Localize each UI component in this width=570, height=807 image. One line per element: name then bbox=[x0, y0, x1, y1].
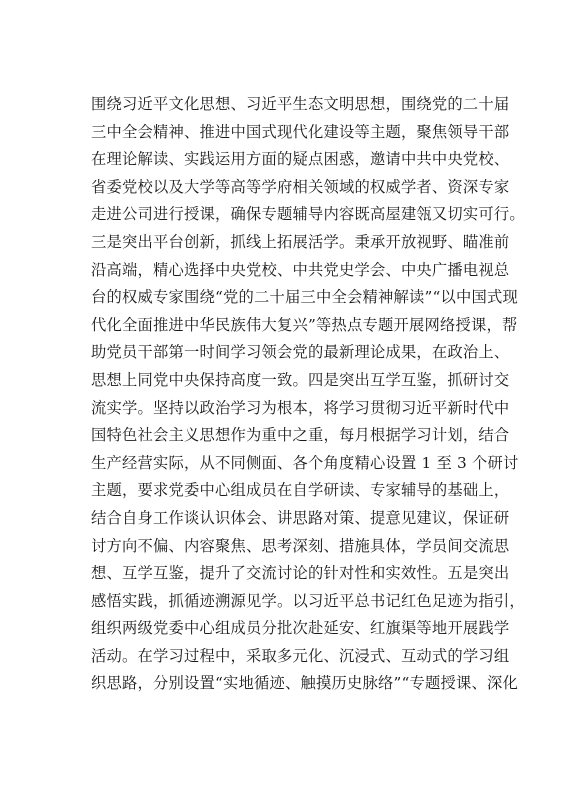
text-line: 织思路，分别设置“实地循迹、触摸历史脉络”“专题授课、深化 bbox=[91, 674, 518, 693]
text-line: 生产经营实际，从不同侧面、各个角度精心设置 1 至 3 个研讨 bbox=[91, 453, 519, 472]
text-line: 主题，要求党委中心组成员在自学研读、专家辅导的基础上， bbox=[91, 481, 510, 500]
text-line: 沿高端，精心选择中央党校、中共党史学会、中央广播电视总 bbox=[91, 260, 510, 279]
text-line: 感悟实践，抓循迹溯源见学。以习近平总书记红色足迹为指引， bbox=[91, 591, 525, 610]
text-line: 在理论解读、实践运用方面的疑点困惑，邀请中共中央党校、 bbox=[91, 150, 510, 169]
body-text bbox=[91, 91, 525, 698]
text-line: 代化全面推进中华民族伟大复兴”等热点专题开展网络授课，帮 bbox=[91, 315, 518, 334]
text-line: 思想上同党中央保持高度一致。四是突出互学互鉴，抓研讨交 bbox=[91, 370, 510, 389]
text-line: 结合自身工作谈认识体会、讲思路对策、提意见建议，保证研 bbox=[91, 508, 510, 527]
text-line: 台的权威专家围绕“党的二十届三中全会精神解读”“以中国式现 bbox=[91, 288, 518, 307]
text-line: 组织两级党委中心组成员分批次赴延安、红旗渠等地开展践学 bbox=[91, 619, 510, 638]
text-line: 流实学。坚持以政治学习为根本，将学习贯彻习近平新时代中 bbox=[91, 398, 510, 417]
text-line: 三是突出平台创新，抓线上拓展活学。秉承开放视野、瞄准前 bbox=[91, 232, 510, 251]
text-line: 讨方向不偏、内容聚焦、思考深刻、措施具体，学员间交流思 bbox=[91, 536, 510, 555]
text-line: 国特色社会主义思想作为重中之重，每月根据学习计划，结合 bbox=[91, 426, 510, 445]
text-line: 省委党校以及大学等高等学府相关领域的权威学者、资深专家 bbox=[91, 177, 510, 196]
text-line: 活动。在学习过程中，采取多元化、沉浸式、互动式的学习组 bbox=[91, 646, 510, 665]
text-line: 走进公司进行授课，确保专题辅导内容既高屋建瓴又切实可行。 bbox=[91, 205, 525, 224]
text-line: 助党员干部第一时间学习领会党的最新理论成果，在政治上、 bbox=[91, 343, 510, 362]
text-line: 围绕习近平文化思想、习近平生态文明思想，围绕党的二十届 bbox=[91, 95, 510, 113]
text-line: 想、互学互鉴，提升了交流讨论的针对性和实效性。五是突出 bbox=[91, 564, 510, 583]
text-line: 三中全会精神、推进中国式现代化建设等主题，聚焦领导干部 bbox=[91, 122, 510, 141]
